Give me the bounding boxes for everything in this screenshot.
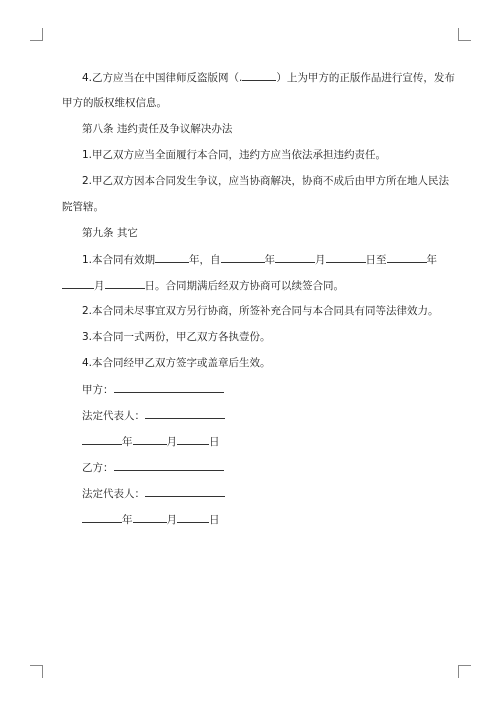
clause-4-text-b: ）上为甲方的正版作品进行宣传，发布	[276, 72, 455, 84]
term-year-from-label: 年，自	[189, 254, 221, 266]
crop-mark-bottom-right	[458, 665, 471, 678]
rep-b-signature-blank[interactable]	[145, 486, 225, 497]
rep-b-label: 法定代表人：	[82, 488, 145, 500]
start-year-blank	[221, 252, 265, 263]
article-9-clause-1-line-2	[62, 278, 442, 293]
date-a-month-label: 月	[166, 436, 177, 448]
rep-a-row	[62, 408, 442, 423]
end-year-blank	[387, 252, 427, 263]
date-a-year-label: 年	[122, 436, 133, 448]
start-day-to-label: 日至	[365, 254, 387, 266]
end-day-renewal-text: 日。合同期满后经双方协商可以续签合同。	[144, 280, 344, 292]
start-month-label: 月	[315, 254, 326, 266]
article-9-clause-1-line-1	[62, 252, 442, 267]
date-b-year-blank[interactable]	[82, 512, 122, 523]
date-b-month-label: 月	[166, 514, 177, 526]
end-month-label: 月	[94, 280, 105, 292]
rep-b-row	[62, 486, 442, 501]
party-b-label: 乙方：	[82, 462, 114, 474]
start-day-blank	[326, 252, 366, 263]
end-month-blank	[62, 278, 94, 289]
start-year-label: 年	[264, 254, 276, 266]
party-b-signature-blank[interactable]	[114, 460, 224, 471]
party-a-label: 甲方：	[82, 384, 114, 396]
article-8-clause-2-line-2: 院管辖。	[62, 201, 104, 213]
end-day-blank	[105, 278, 145, 289]
date-a-month-blank[interactable]	[133, 434, 167, 445]
term-label: 1.本合同有效期	[82, 254, 156, 266]
term-years-blank	[155, 252, 189, 263]
clause-4-line-1	[62, 70, 455, 85]
clause-4-text-a: 4.乙方应当在中国律师反盗版网（.	[82, 72, 243, 84]
date-b-row	[62, 512, 442, 527]
rep-a-label: 法定代表人：	[82, 410, 145, 422]
rep-a-signature-blank[interactable]	[145, 408, 225, 419]
date-b-day-label: 日	[209, 514, 220, 526]
date-b-month-blank[interactable]	[133, 512, 167, 523]
website-blank	[242, 70, 276, 81]
article-8-clause-1: 1.甲乙双方应当全面履行本合同，违约方应当依法承担违约责任。	[82, 149, 387, 161]
start-month-blank	[275, 252, 315, 263]
date-a-row	[62, 434, 442, 449]
party-b-row	[62, 460, 442, 475]
date-a-day-label: 日	[209, 436, 220, 448]
crop-mark-bottom-left	[30, 665, 43, 678]
date-b-year-label: 年	[122, 514, 133, 526]
end-year-label: 年	[426, 254, 438, 266]
party-a-signature-blank[interactable]	[114, 382, 224, 393]
article-9-clause-2: 2.本合同未尽事宜双方另行协商，所签补充合同与本合同具有同等法律效力。	[82, 305, 439, 317]
date-a-day-blank[interactable]	[177, 434, 209, 445]
article-9-clause-3: 3.本合同一式两份，甲乙双方各执壹份。	[82, 331, 271, 343]
article-8-title: 第八条 违约责任及争议解决办法	[82, 123, 233, 135]
clause-4-line-2: 甲方的版权维权信息。	[62, 97, 167, 109]
date-b-day-blank[interactable]	[177, 512, 209, 523]
article-9-clause-4: 4.本合同经甲乙双方签字或盖章后生效。	[82, 357, 271, 369]
article-9-title: 第九条 其它	[82, 227, 138, 239]
article-8-clause-2-line-1: 2.甲乙双方因本合同发生争议，应当协商解决，协商不成后由甲方所在地人民法	[82, 175, 450, 187]
crop-mark-top-right	[458, 28, 471, 41]
crop-mark-top-left	[30, 28, 43, 41]
date-a-year-blank[interactable]	[82, 434, 122, 445]
party-a-row	[62, 382, 442, 397]
